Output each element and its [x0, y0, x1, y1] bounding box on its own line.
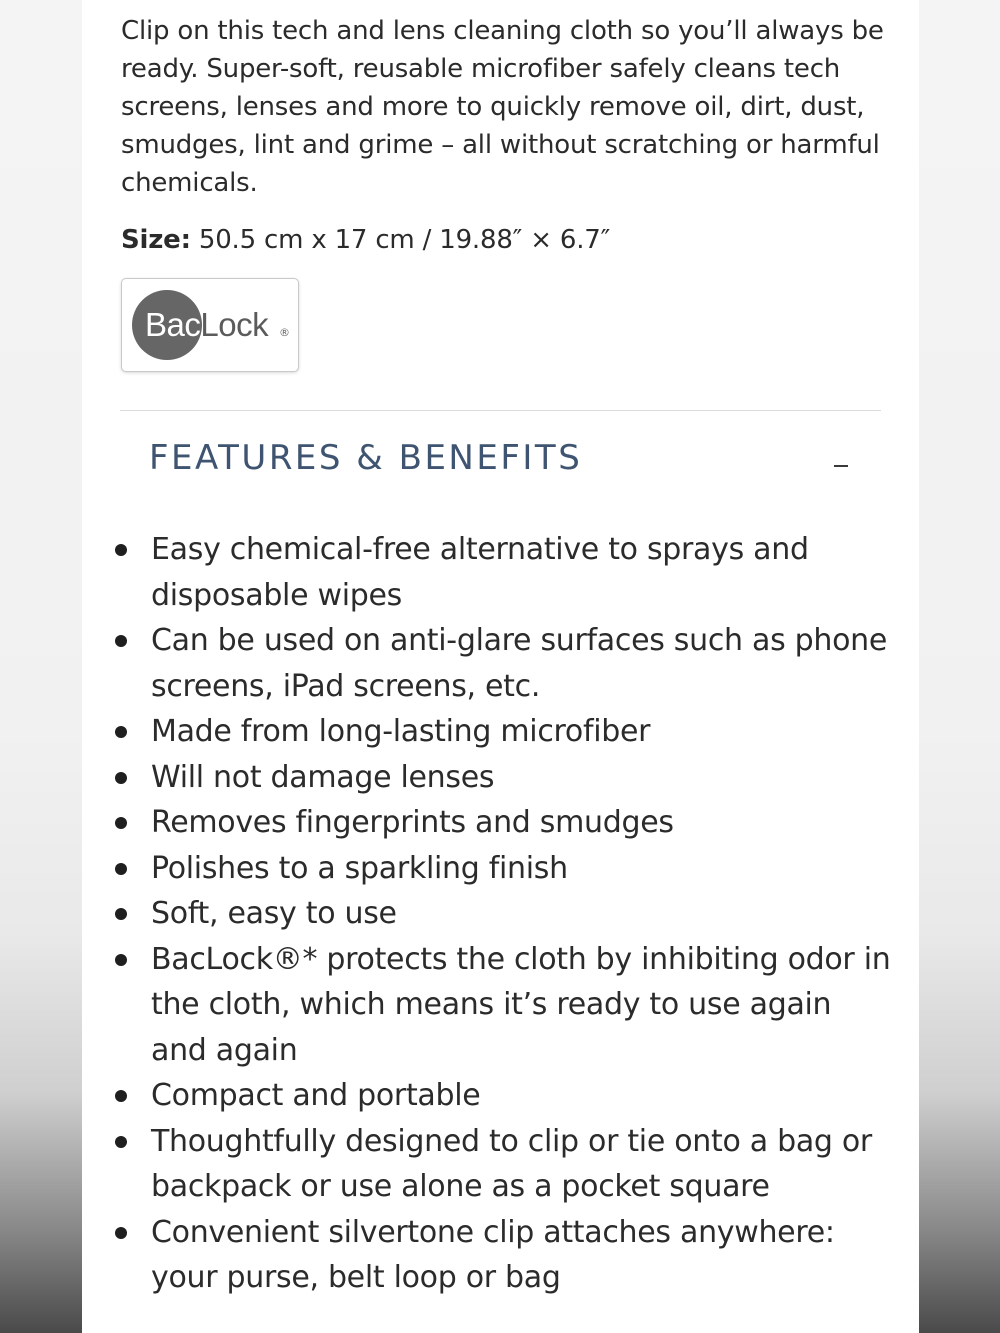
feature-item [115, 527, 895, 618]
feature-text: BacLock®* protects the cloth by inhibiting odor in the cloth, which means it’s ready to use again and again [151, 941, 891, 1068]
product-details-panel [82, 0, 919, 1333]
feature-item [115, 1119, 895, 1210]
bullet-icon [115, 772, 127, 784]
features-list [115, 527, 895, 1301]
bullet-icon [115, 908, 127, 920]
baclock-logo-part1: Bac [145, 306, 201, 343]
feature-text: Soft, easy to use [151, 896, 397, 931]
feature-item [115, 709, 895, 755]
bullet-icon [115, 544, 127, 556]
bullet-icon [115, 1227, 127, 1239]
bullet-icon [115, 863, 127, 875]
feature-item [115, 1210, 895, 1301]
baclock-logo-part2: Lock [200, 306, 269, 343]
feature-text: Removes fingerprints and smudges [151, 805, 674, 840]
feature-item [115, 1073, 895, 1119]
bullet-icon [115, 1136, 127, 1148]
features-section-title[interactable]: FEATURES & BENEFITS [149, 438, 583, 478]
feature-text: Thoughtfully designed to clip or tie onto a bag or backpack or use alone as a pocket square [151, 1123, 872, 1204]
feature-item [115, 800, 895, 846]
product-description: Clip on this tech and lens cleaning cloth so you’ll always be ready. Super-soft, reusable microfiber safely cleans tech screens, lenses and more to quickly remove oil, dirt, dust, smudges, lint and grime – all without scratching or harmful chemicals. [121, 16, 884, 198]
feature-item [115, 937, 895, 1074]
feature-item [115, 618, 895, 709]
minus-icon [834, 465, 848, 467]
size-value: 50.5 cm x 17 cm / 19.88″ × 6.7″ [190, 225, 611, 255]
bullet-icon [115, 954, 127, 966]
baclock-badge [121, 278, 299, 372]
feature-text: Convenient silvertone clip attaches anywhere: your purse, belt loop or bag [151, 1214, 835, 1295]
bullet-icon [115, 1090, 127, 1102]
collapse-section-button[interactable] [830, 446, 854, 480]
bullet-icon [115, 635, 127, 647]
feature-text: Polishes to a sparkling finish [151, 850, 568, 886]
feature-text: Will not damage lenses [151, 759, 495, 795]
baclock-registered-mark: ® [279, 326, 290, 339]
section-divider [120, 410, 881, 411]
bullet-icon [115, 726, 127, 738]
feature-item [115, 891, 895, 937]
feature-text: Compact and portable [151, 1078, 481, 1113]
feature-item [115, 755, 895, 801]
feature-text: Easy chemical-free alternative to sprays and disposable wipes [151, 532, 809, 613]
bullet-icon [115, 817, 127, 829]
feature-text: Made from long-lasting microfiber [151, 714, 651, 749]
product-size [121, 221, 610, 259]
size-label: Size: [121, 225, 191, 255]
baclock-logo-text [145, 305, 268, 345]
feature-item [115, 846, 895, 892]
feature-text: Can be used on anti-glare surfaces such as phone screens, iPad screens, etc. [151, 623, 888, 704]
